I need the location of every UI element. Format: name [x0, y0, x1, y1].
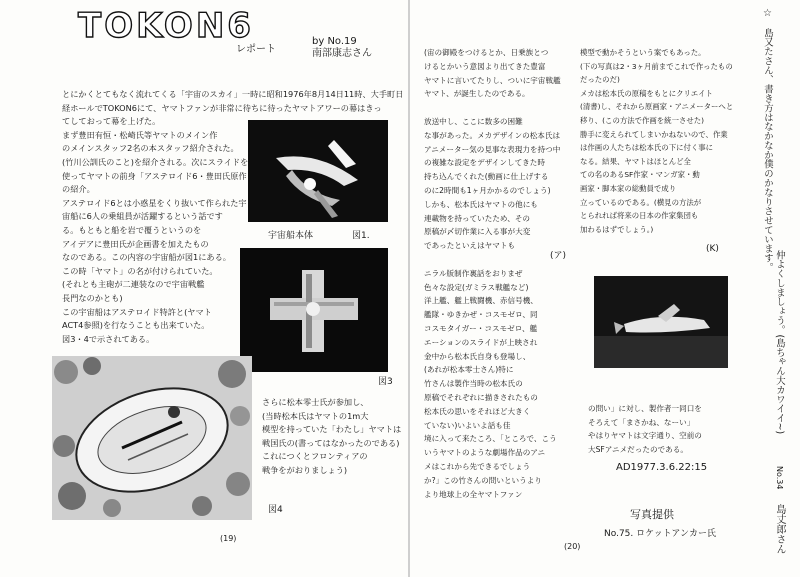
photo-rocket-model — [594, 276, 728, 368]
date-stamp: AD1977.3.6.22:15 — [616, 462, 708, 473]
text-line: ACT4参照)を行なうことも出来ていた。 — [62, 320, 210, 331]
text-line: (宙の御殿をつけるとか、日乗族とつ — [424, 48, 549, 57]
text-line: アニメーター気の見事な表現力を持つ中 — [424, 144, 561, 154]
text-line: のに2時間も1ヶ月かかるのでしょう) — [424, 185, 551, 195]
text-line: 勝手に変えられてしまいかねないので、作業 — [580, 129, 728, 139]
text-line: (それとも主砲が二連装なので宇宙戦艦 — [62, 279, 205, 290]
photo-credit-title: 写真提供 — [630, 508, 674, 521]
text-line: は作画の人たちは松本氏の下に付く事に — [580, 143, 714, 153]
text-line: 色々な設定(ガミラス戦艦など) — [424, 282, 529, 292]
text-line: 戦国氏の(書ってはなかったのである) — [262, 437, 400, 448]
text-line: だったのだ) — [580, 75, 620, 85]
photo-spaceship-body — [248, 120, 388, 222]
page-gutter — [408, 0, 410, 577]
text-line: コスモタイガー・コスモゼロ、艦 — [424, 323, 538, 333]
text-line: 使ってヤマトの前身「アステロイド6・豊田氏原作 — [62, 170, 247, 181]
text-line: 原稿が〆切作業に入る事が大変 — [424, 227, 531, 237]
text-line: 大SFアニメだったのである。 — [588, 444, 688, 454]
text-line: より地球上の全ヤマトファン — [424, 489, 523, 499]
text-line: なる。結果、ヤマトはほとんど全 — [580, 156, 691, 166]
text-line: 画家・脚本家の総動員で成り — [580, 183, 677, 193]
text-line: とにかくとてもなく流れてくる「宇宙のスカイ」一時に昭和1976年8月14日11時、大手町日 — [62, 89, 404, 99]
text-line: のメインスタッフ2名の本スタッフ紹介された。 — [62, 143, 239, 154]
right-column3-text — [580, 46, 733, 236]
text-line: さらに松本零士氏が参加し、 — [262, 397, 369, 407]
report-label: レポート — [236, 44, 276, 55]
photo1-caption: 宇宙船本体 — [268, 231, 314, 241]
photo-credit-line: No.75. ロケットアンカー氏 — [604, 529, 717, 539]
text-line: メはこれから先できるでしょう — [424, 461, 531, 471]
text-line: の問い」に対し、製作者一同口を — [588, 404, 702, 413]
text-line: てしておって幕を上げた。 — [62, 116, 161, 127]
page-number-right: (20) — [564, 542, 581, 551]
text-line: 松本氏の思いをそれほど大きく — [424, 406, 531, 416]
spaceship-image — [248, 120, 388, 222]
text-line: 連載物を持っていたため、その — [424, 213, 531, 223]
sidebar-message-b: 仲よくしましょう。(島ちゃん大カワイイ~) — [774, 250, 785, 435]
text-line: まず豊田有恒・松崎氏等ヤマトのメイン作 — [62, 129, 218, 140]
left-lower-text — [262, 396, 401, 478]
tokon6-logo: TOKON6 — [78, 6, 254, 46]
text-line: ヤマト、が誕生したのである。 — [424, 89, 530, 99]
text-line: 金中から松本氏自身も登場し、 — [424, 351, 531, 361]
author-name: 南部康志さん — [312, 48, 372, 59]
text-line: 立っているのである。(横見の方法が — [580, 197, 702, 207]
text-line: 境に入って来たころ、「ところで、こう — [424, 434, 557, 444]
figure-1-label: 図1. — [352, 231, 370, 241]
text-line: る。もともと船を岩で覆うというのを — [62, 224, 202, 235]
asteroid-ship-image — [52, 356, 252, 520]
text-line: アイデアに豊田氏が企画書を加えたもの — [62, 238, 209, 249]
text-line: これにつくとフロンティアの — [262, 451, 368, 462]
byline — [312, 36, 372, 60]
figure-4-label: 図4 — [268, 505, 283, 515]
cross-model-image — [240, 248, 388, 372]
text-line: 加わるはずでしょう。) — [580, 224, 654, 234]
text-line: いうヤマトのような劇場作品のアニ — [424, 448, 546, 458]
member-number: No.19 — [327, 36, 357, 47]
sidebar-mark: ☆ — [762, 8, 773, 19]
sidebar-author-name: 島丈郎さん — [774, 504, 785, 554]
page-number-left: (19) — [220, 534, 237, 543]
text-line: ていない)いよいよ話も佳 — [424, 420, 511, 430]
by-label: by — [312, 36, 325, 47]
text-line: しかも、松本氏はヤマトの他にも — [424, 199, 538, 209]
col2-note: (ア) — [550, 251, 567, 261]
text-line: エーションのスライドが上映され — [424, 337, 538, 347]
text-line: 艦隊・ゆきかぜ・コスモゼロ、同 — [424, 310, 538, 320]
right-column3-lower-text — [588, 402, 702, 456]
text-line: の紹介。 — [62, 184, 95, 195]
figure-3-label: 図3 — [378, 377, 393, 387]
text-line: やはりヤマトは文字通り、空前の — [588, 431, 702, 441]
text-line: 洋上艦、艦上戦闘機、赤信号機、 — [424, 296, 538, 306]
text-line: メカは松本氏の原稿をもとにクリエイト — [580, 88, 713, 98]
text-line: であったといえはヤマトも — [424, 241, 516, 251]
text-line: とられれば将来の日本の作家集団も — [580, 211, 699, 221]
text-line: 図3・4で示されてある。 — [62, 333, 155, 344]
text-line: (当時松本氏はヤマトの1m大 — [262, 410, 369, 421]
text-line — [424, 253, 561, 267]
sidebar-message-a: 島又たさん、書き方はなかなか僕のかなりさせています。 — [762, 28, 773, 273]
text-line: この宇宙船はアステロイド特許と(ヤマト — [62, 306, 212, 317]
text-line: 放送中し、ここに数多の困難 — [424, 116, 523, 126]
text-line: 持ち込んでくれた(動画に仕上げする — [424, 172, 549, 182]
text-line: そろえて「まさかね、なーい」 — [588, 417, 695, 427]
text-line: 宙船に6人の乗組員が活躍するという話です — [62, 211, 223, 222]
text-line: なのである。この内容の宇宙船が図1にある。 — [62, 252, 231, 263]
text-line: か?」この竹さんの問いというより — [424, 475, 542, 485]
text-line: (あれが松本零士さん)特に — [424, 365, 514, 375]
text-line: な事があった。メカデザインの松本氏は — [424, 130, 561, 140]
text-line: アステロイド6とは小惑星をくり抜いて作られた宇 — [62, 197, 247, 208]
text-line: 経ホールでTOKON6にて、ヤマトファンが非常に待ちに待ったヤマトアワーの幕はきっ — [62, 102, 382, 113]
right-column-text — [424, 46, 561, 501]
text-line — [424, 101, 561, 115]
text-line: ヤマトに言いてたりし、ついに宇宙戦艦 — [424, 75, 561, 85]
text-line: けるとかいう意図より出てきた豊富 — [424, 61, 546, 71]
text-line: 長門なのかとも) — [62, 292, 123, 303]
rocket-model-image — [594, 276, 728, 368]
text-line: ニラル版制作裏話をおりまぜ — [424, 268, 523, 278]
text-line: (竹川公訓氏のこと)を紹介される。次にスライドを — [62, 156, 249, 167]
text-line: この時「ヤマト」の名が付けられていた。 — [62, 265, 218, 276]
text-line: 模型を持っていた「わたし」ヤマトは — [262, 424, 402, 435]
text-line: 模型で動かそうという案でもあった。 — [580, 48, 706, 57]
sidebar-member-number: No.34 — [775, 466, 784, 490]
text-line: の複雑な設定をデザインしてきた時 — [424, 158, 545, 168]
col3-note: (K) — [706, 244, 719, 254]
photo-cross-model — [240, 248, 388, 372]
text-line: (清書)し、それから原画家・アニメーターへと — [580, 102, 734, 112]
text-line: 移り、(この方法で作画を統一させた) — [580, 115, 705, 125]
text-line: (下の写真は2・3ヶ月前までこれで作ったもの — [580, 61, 733, 71]
photo-asteroid-ship — [52, 356, 252, 520]
text-line: 戦争をがおりましょう) — [262, 464, 348, 475]
text-line: 竹さんは製作当時の松本氏の — [424, 379, 523, 389]
text-line: ての名のあるSF作家・マンガ家・動 — [580, 170, 700, 180]
text-line: 原稿でそれぞれに描きされたもの — [424, 392, 538, 402]
